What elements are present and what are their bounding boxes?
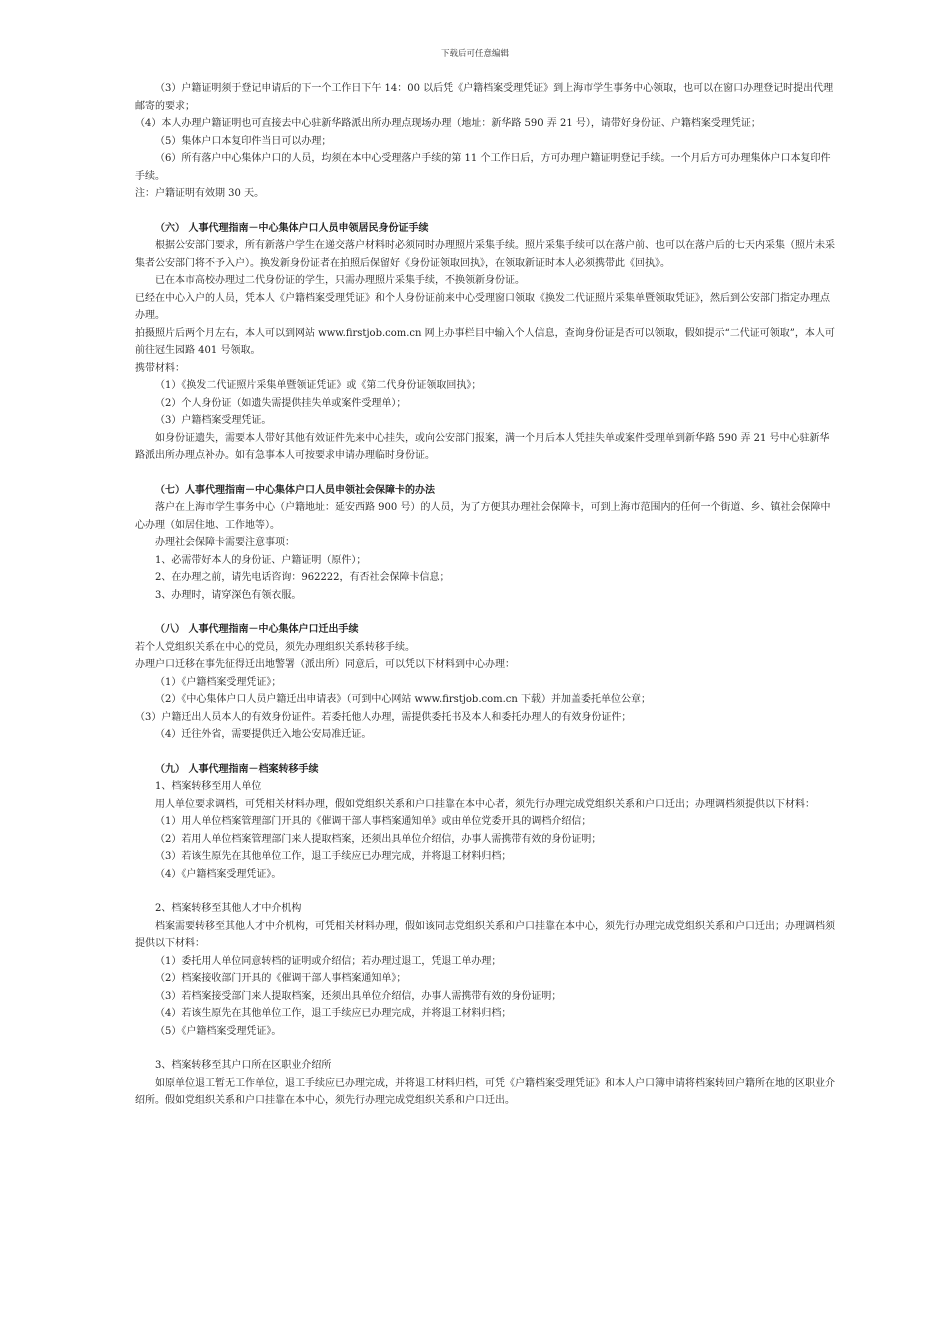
paragraph: 3、档案转移至其户口所在区职业介绍所: [155, 1060, 332, 1071]
paragraph: （1）《换发二代证照片采集单暨领证凭证》或《第二代身份证领取回执》；: [155, 380, 482, 391]
paragraph: （4）若该生原先在其他单位工作，退工手续应已办理完成，并将退工材料归档；: [155, 1008, 512, 1019]
paragraph-gap: [135, 883, 835, 900]
paragraph: （3）若档案接受部门来人提取档案，还须出具单位介绍信，办事人需携带有效的身份证明；: [155, 990, 562, 1002]
page-header: 下载后可任意编辑: [440, 49, 509, 59]
paragraph: 1、档案转移至用人单位: [155, 781, 262, 792]
paragraph: 已在本市高校办理过二代身份证的学生，只需办理照片采集手续，不换领新身份证。: [155, 275, 525, 286]
section-heading: （八） 人事代理指南－中心集体户口迁出手续: [155, 624, 359, 635]
paragraph: 如原单位退工暂无工作单位，退工手续应已办理完成，并将退工材料归档，可凭《户籍档案受理凭证》和本人户口簿申请将档案转回户籍所在地的区职业介绍所。假如党组织关系和户口挂靠在本中心，须先行办理完成党组织关系和户口迁出。: [135, 1077, 835, 1106]
paragraph: （3）户籍迁出人员本人的有效身份证件。若委托他人办理，需提供委托书及本人和委托办理人的有效身份证件；: [135, 711, 632, 723]
paragraph: 已经在中心入户的人员，凭本人《户籍档案受理凭证》和个人身份证前来中心受理窗口领取《换发二代证照片采集单暨领取凭证》，然后到公安部门指定办理点办理。: [135, 292, 830, 321]
section-heading: （七）人事代理指南－中心集体户口人员申领社会保障卡的办法: [155, 484, 435, 496]
paragraph: 2、档案转移至其他人才中介机构: [155, 903, 302, 914]
paragraph-gap: [135, 465, 835, 482]
paragraph: （1）用人单位档案管理部门开具的《催调干部人事档案通知单》或由单位党委开具的调档介绍信；: [155, 816, 592, 827]
paragraph: 携带材料：: [135, 362, 185, 374]
paragraph: （2）个人身份证（如遗失需提供挂失单或案件受理单）；: [155, 397, 407, 409]
paragraph: 办理社会保障卡需要注意事项：: [155, 537, 295, 548]
paragraph: （2）《中心集体户口人员户籍迁出申请表》（可到中心网站 www.firstjob.com.cn 下载）并加盖委托单位公章；: [155, 694, 652, 705]
paragraph: 2、在办理之前，请先电话咨询：962222，有否社会保障卡信息；: [155, 572, 450, 583]
paragraph: （5）《户籍档案受理凭证》。: [155, 1025, 282, 1037]
paragraph: （1）委托用人单位同意转档的证明或介绍信；若办理过退工，凭退工单办理；: [155, 955, 502, 967]
paragraph: 档案需要转移至其他人才中介机构，可凭相关材料办理，假如该同志党组织关系和户口挂靠在本中心，须先行办理完成党组织关系和户口迁出；办理调档须提供以下材料：: [135, 920, 835, 949]
paragraph: （4）本人办理户籍证明也可直接去中心驻新华路派出所办理点现场办理（地址：新华路 590 弄 21 号），请带好身份证、户籍档案受理凭证；: [135, 118, 761, 129]
paragraph: 办理户口迁移在事先征得迁出地警署（派出所）同意后，可以凭以下材料到中心办理：: [135, 659, 515, 670]
paragraph: （6）所有落户中心集体户口的人员，均须在本中心受理落户手续的第 11 个工作日后，方可办理户籍证明登记手续。一个月后方可办理集体户口本复印件手续。: [135, 153, 831, 182]
paragraph: 落户在上海市学生事务中心（户籍地址：延安西路 900 号）的人员，为了方便其办理社会保障卡，可到上海市范围内的任何一个街道、乡、镇社会保障中心办理（如居住地、工作地等）。: [135, 502, 831, 531]
paragraph: （2）档案接收部门开具的《催调干部人事档案通知单》；: [155, 973, 407, 984]
paragraph: 拍摄照片后两个月左右，本人可以到网站 www.firstjob.com.cn 网上办事栏目中输入个人信息，查询身份证是否可以领取，假如提示“二代证可领取”，本人可前往冠生园路 401 号领取。: [135, 327, 835, 356]
paragraph: 1、必需带好本人的身份证、户籍证明（原件）；: [155, 554, 367, 566]
paragraph-gap: [135, 203, 835, 220]
paragraph: （4）《户籍档案受理凭证》。: [155, 868, 282, 880]
paragraph: 3、办理时，请穿深色有领衣服。: [155, 589, 302, 601]
paragraph: （3）户籍证明须于登记申请后的下一个工作日下午 14：00 以后凭《户籍档案受理凭证》到上海市学生事务中心领取，也可以在窗口办理登记时提出代理邮寄的要求；: [135, 83, 834, 112]
paragraph: 用人单位要求调档，可凭相关材料办理，假如党组织关系和户口挂靠在本中心者，须先行办理完成党组织关系和户口迁出；办理调档须提供以下材料：: [155, 798, 815, 810]
paragraph: （3）若该生原先在其他单位工作，退工手续应已办理完成，并将退工材料归档；: [155, 851, 512, 862]
paragraph-gap: [135, 604, 835, 621]
section-heading: （六） 人事代理指南－中心集体户口人员申领居民身份证手续: [155, 222, 429, 234]
paragraph: 注：户籍证明有效期 30 天。: [135, 188, 265, 199]
paragraph: （3）户籍档案受理凭证。: [155, 415, 272, 426]
paragraph: （2）若用人单位档案管理部门来人提取档案，还须出具单位介绍信，办事人需携带有效的身份证明；: [155, 833, 602, 845]
document-body: [135, 80, 835, 1110]
paragraph: 根据公安部门要求，所有新落户学生在递交落户材料时必须同时办理照片采集手续。照片采集手续可以在落户前、也可以在落户后的七天内采集（照片未采集者公安部门将不予入户）。换发新身份证者在拍照后保留好《身份证领取回执》，在领取新证时本人必须携带此《回执》。: [135, 240, 835, 269]
section-heading: （九） 人事代理指南－档案转移手续: [155, 763, 319, 775]
paragraph: 如身份证遗失，需要本人带好其他有效证件先来中心挂失，或向公安部门报案，满一个月后本人凭挂失单或案件受理单到新华路 590 弄 21 号中心驻新华路派出所办理点补办。如有急事本人可按要求申请办理临时身份证。: [135, 432, 830, 461]
paragraph: （4）迁往外省，需要提供迁入地公安局准迁证。: [155, 729, 372, 740]
paragraph-gap: [135, 744, 835, 761]
paragraph-gap: [135, 1040, 835, 1057]
paragraph: （5）集体户口本复印件当日可以办理；: [155, 135, 332, 147]
paragraph: 若个人党组织关系在中心的党员，须先办理组织关系转移手续。: [135, 641, 415, 653]
paragraph: （1）《户籍档案受理凭证》；: [155, 676, 282, 688]
